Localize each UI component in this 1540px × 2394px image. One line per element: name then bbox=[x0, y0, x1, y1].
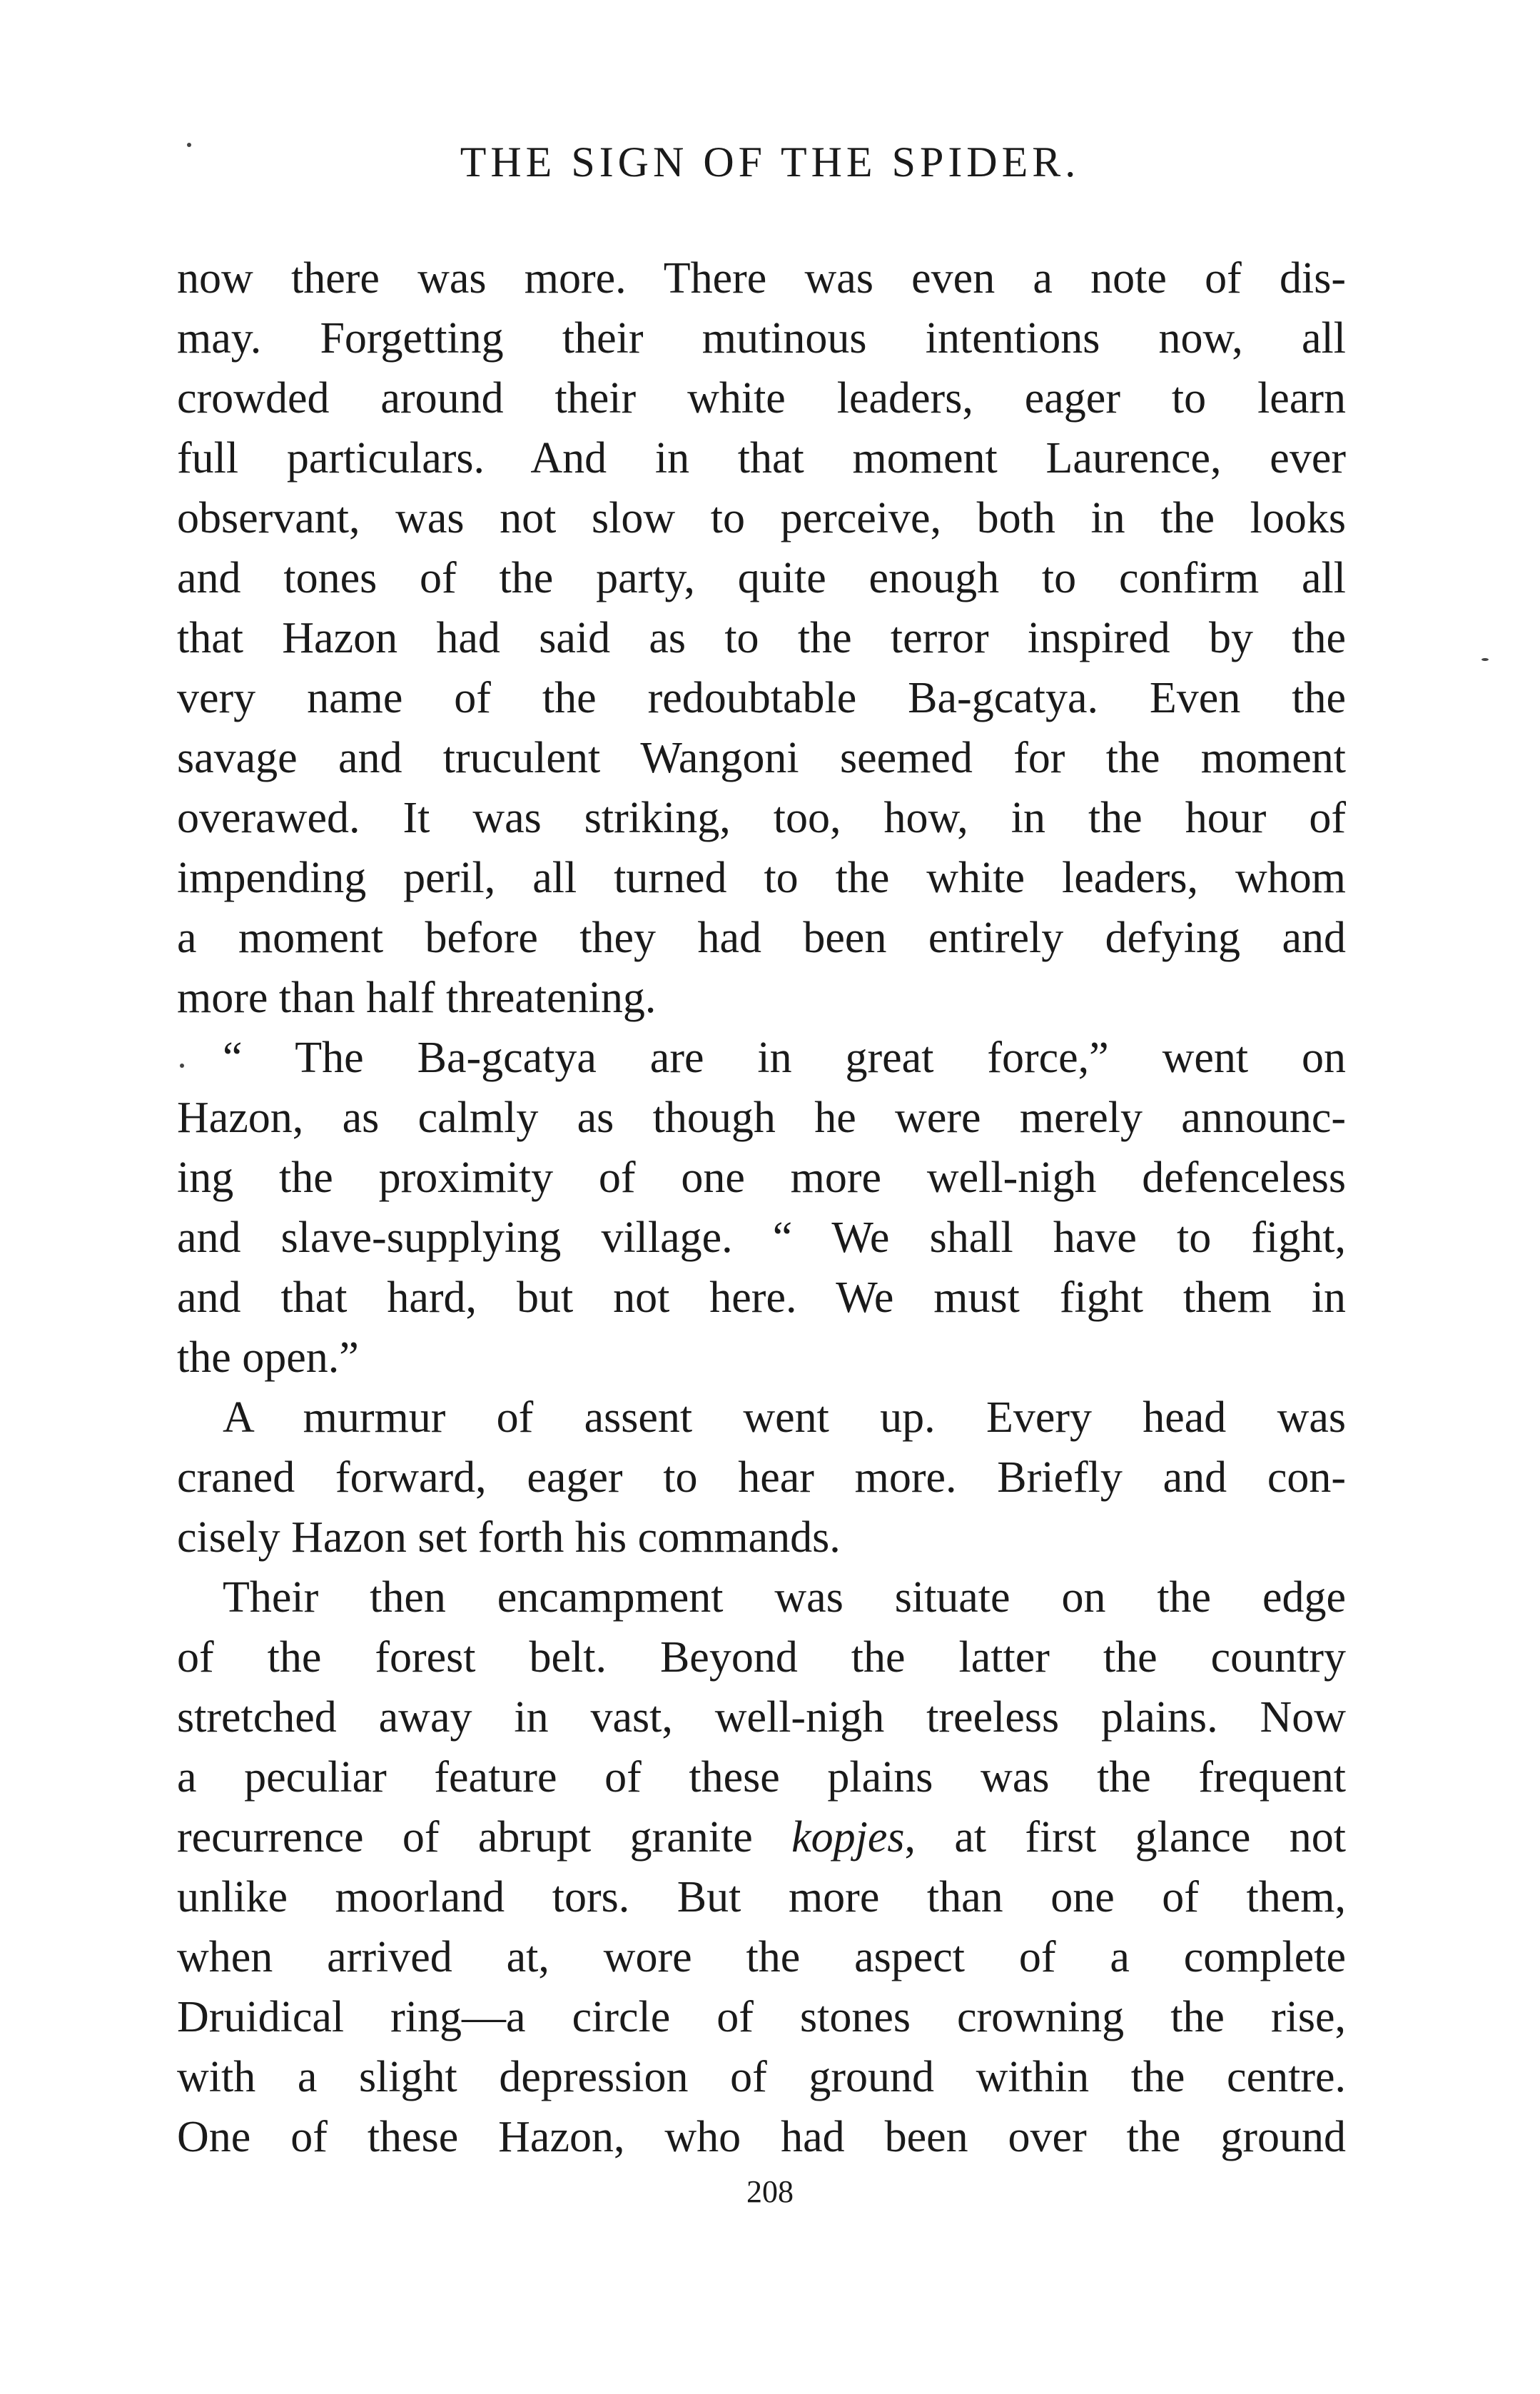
text-line: savage and truculent Wangoni seemed for the moment bbox=[177, 734, 1346, 782]
text-line: “ The Ba-gcatya are in great force,” went on bbox=[223, 1034, 1346, 1082]
print-speck bbox=[180, 1064, 184, 1068]
text-line: and that hard, but not here. We must fight them in bbox=[177, 1273, 1346, 1322]
text-line: A murmur of assent went up. Every head was bbox=[223, 1393, 1346, 1442]
text-line: cisely Hazon set forth his commands. bbox=[177, 1513, 841, 1562]
page-number: 208 bbox=[746, 2174, 794, 2209]
text-line: more than half threatening. bbox=[177, 974, 657, 1022]
text-line: overawed. It was striking, too, how, in the hour of bbox=[177, 794, 1346, 842]
text-line: and slave-supplying village. “ We shall have to fight, bbox=[177, 1213, 1346, 1262]
text-line: craned forward, eager to hear more. Briefly and con- bbox=[177, 1453, 1346, 1502]
italic-word: kopjes bbox=[791, 1813, 905, 1862]
running-head: THE SIGN OF THE SPIDER. bbox=[460, 138, 1080, 186]
text-line: One of these Hazon, who had been over the ground bbox=[177, 2113, 1346, 2161]
text-line: unlike moorland tors. But more than one of them, bbox=[177, 1873, 1346, 1921]
text-line: now there was more. There was even a note of dis- bbox=[177, 254, 1346, 303]
body-text bbox=[177, 248, 1346, 2167]
text-line: and tones of the party, quite enough to confirm all bbox=[177, 554, 1346, 602]
text-line: that Hazon had said as to the terror inspired by the bbox=[177, 614, 1346, 662]
text-line: of the forest belt. Beyond the latter the country bbox=[177, 1633, 1346, 1682]
text-line: when arrived at, wore the aspect of a complete bbox=[177, 1933, 1346, 1981]
text-line: Druidical ring—a circle of stones crowning the rise, bbox=[177, 1993, 1346, 2041]
text-line: ing the proximity of one more well-nigh defenceless bbox=[177, 1153, 1346, 1202]
text-line: with a slight depression of ground within the centre. bbox=[177, 2053, 1346, 2101]
print-speck bbox=[1481, 658, 1489, 661]
text-line: a peculiar feature of these plains was the frequent bbox=[177, 1753, 1346, 1802]
text-line: observant, was not slow to perceive, both in the looks bbox=[177, 494, 1346, 542]
text-line: crowded around their white leaders, eager to learn bbox=[177, 374, 1346, 423]
text-line: Their then encampment was situate on the edge bbox=[223, 1573, 1346, 1622]
text-line: recurrence of abrupt granite kopjes, at first glance not bbox=[177, 1813, 1346, 1862]
text-line: the open.” bbox=[177, 1333, 359, 1382]
text-line: impending peril, all turned to the white leaders, whom bbox=[177, 854, 1346, 902]
print-speck bbox=[187, 143, 191, 147]
text-line: full particulars. And in that moment Laurence, ever bbox=[177, 434, 1346, 483]
text-line: Hazon, as calmly as though he were merely announc- bbox=[177, 1094, 1346, 1142]
text-line: a moment before they had been entirely defying and bbox=[177, 914, 1346, 962]
text-line: stretched away in vast, well-nigh treeless plains. Now bbox=[177, 1693, 1346, 1742]
text-line: very name of the redoubtable Ba-gcatya. Even the bbox=[177, 674, 1346, 722]
text-line: may. Forgetting their mutinous intentions now, all bbox=[177, 314, 1346, 363]
